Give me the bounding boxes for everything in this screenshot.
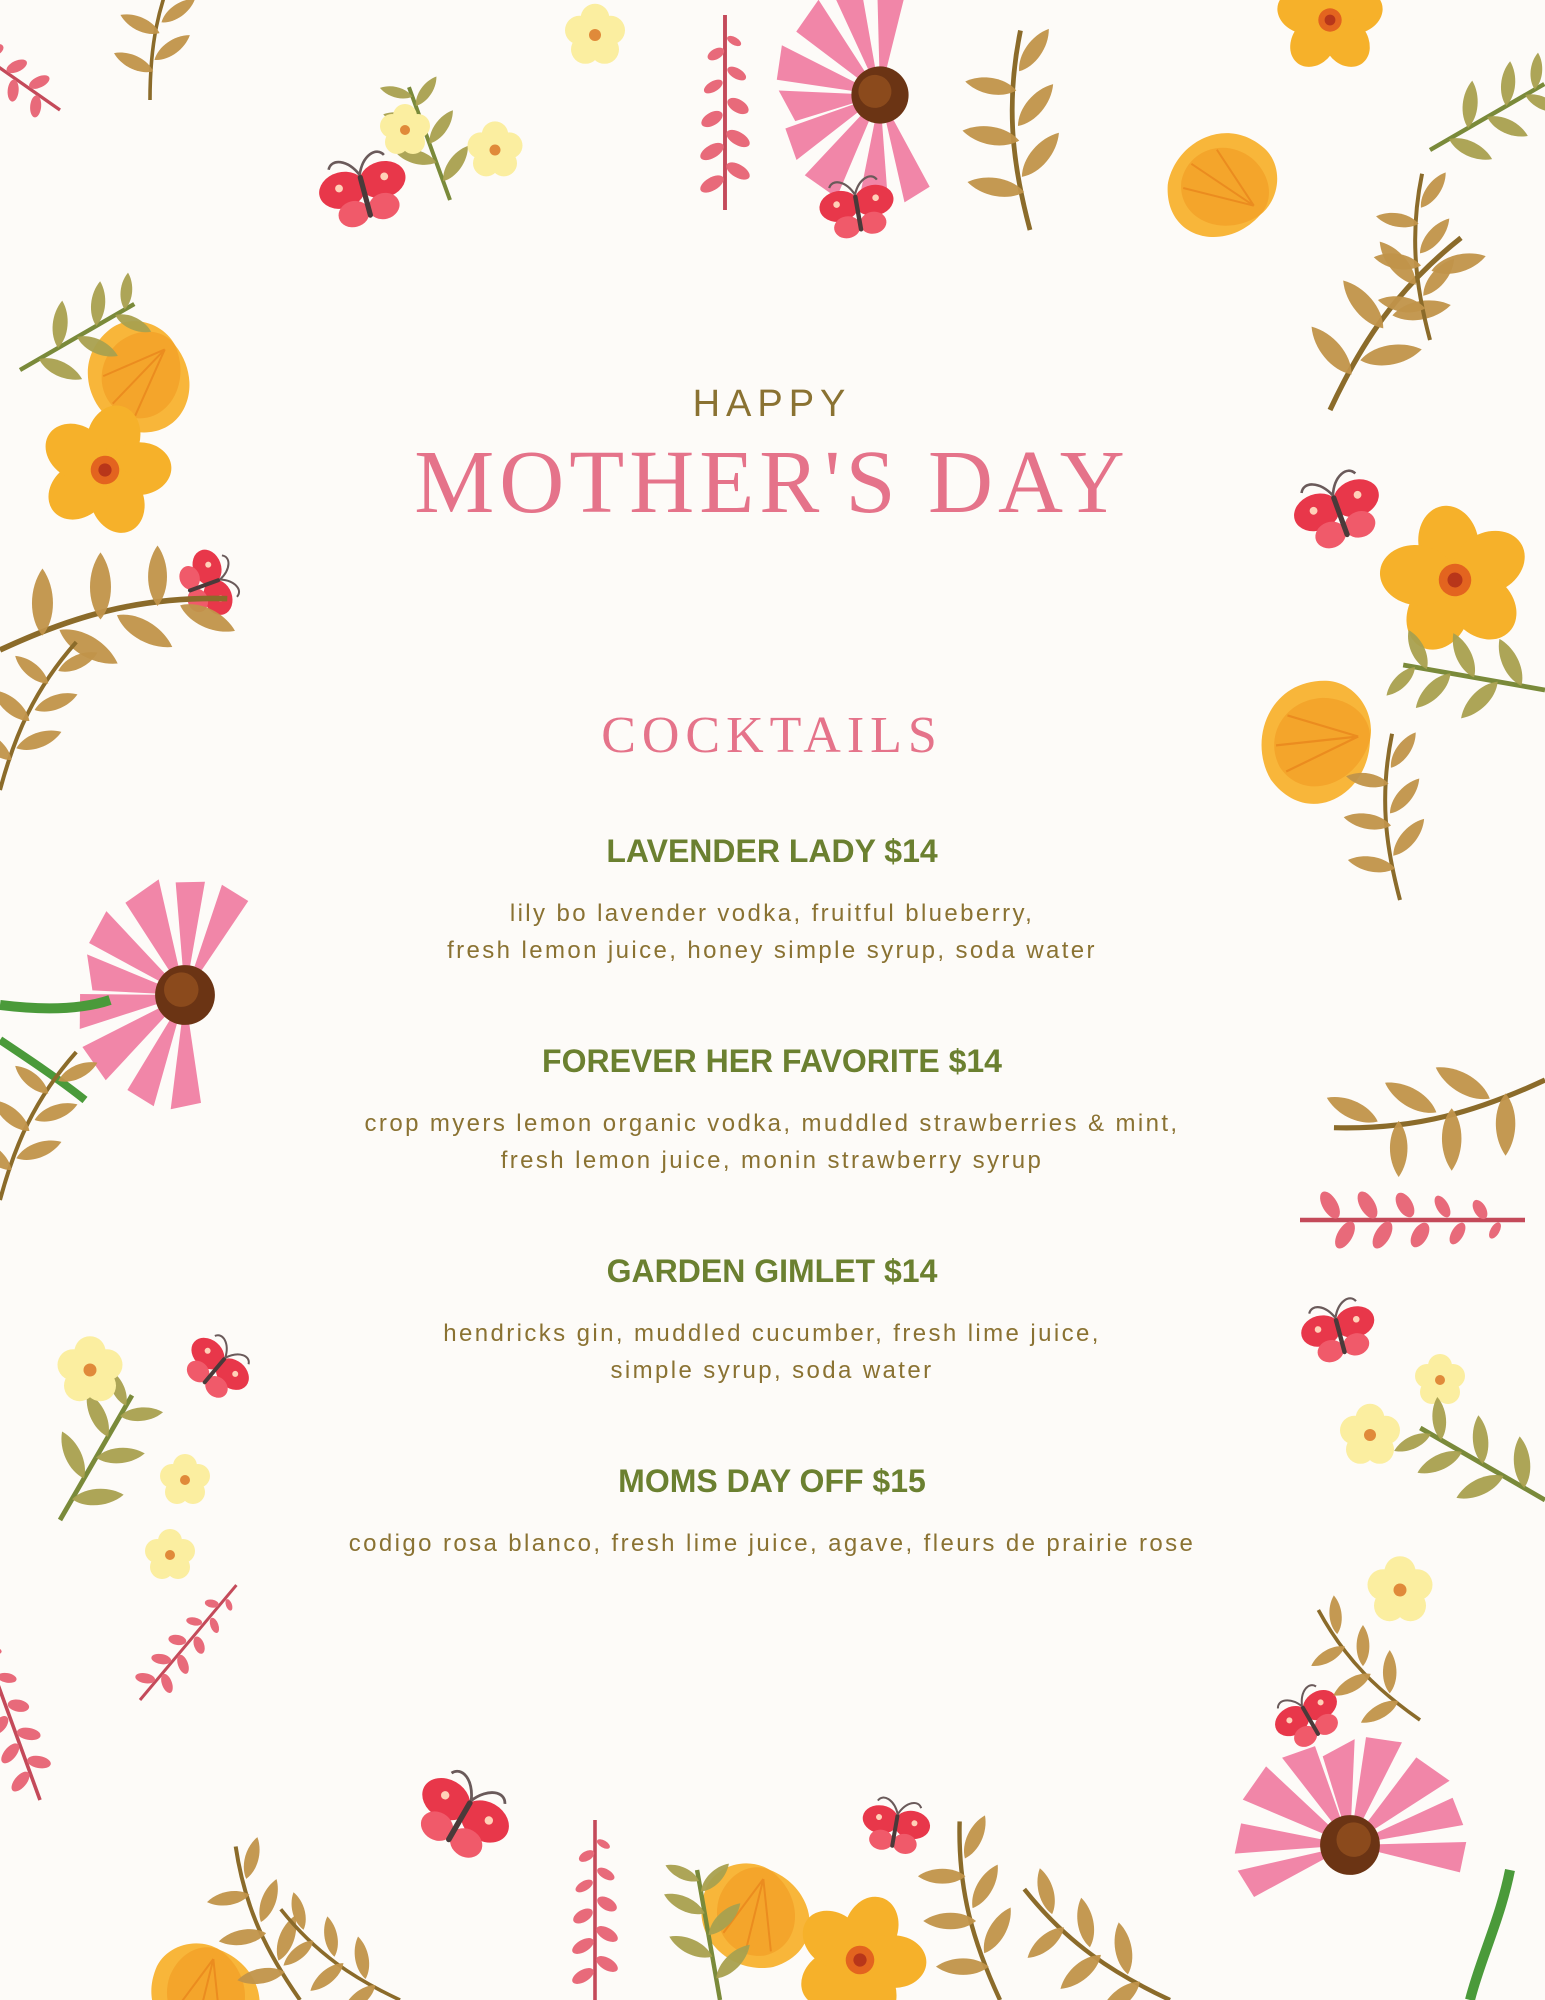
description-line: lily bo lavender vodka, fruitful blueberry, [509, 900, 1035, 927]
description-line: hendricks gin, muddled cucumber, fresh lime juice, [443, 1320, 1101, 1347]
section-title: COCKTAILS [601, 707, 943, 764]
menu-item [272, 835, 1272, 969]
description-line: fresh lemon juice, monin strawberry syrup [500, 1147, 1044, 1174]
menu-item [272, 1465, 1272, 1562]
menu-item-name: FOREVER HER FAVORITE $14 [542, 1043, 1002, 1079]
menu-item-description [272, 895, 1272, 969]
header-kicker: HAPPY [692, 383, 852, 425]
menu-item [272, 1045, 1272, 1179]
description-line: crop myers lemon organic vodka, muddled strawberries & mint, [364, 1110, 1180, 1137]
menu-item [272, 1255, 1272, 1389]
page-title: MOTHER'S DAY [414, 433, 1130, 532]
menu-item-name: GARDEN GIMLET $14 [606, 1253, 938, 1289]
description-line: fresh lemon juice, honey simple syrup, soda water [447, 937, 1097, 964]
description-line: simple syrup, soda water [610, 1357, 934, 1384]
menu-item-description [272, 1315, 1272, 1389]
description-line: codigo rosa blanco, fresh lime juice, agave, fleurs de prairie rose [348, 1530, 1196, 1557]
menu-item-description [272, 1525, 1272, 1562]
menu-item-name: MOMS DAY OFF $15 [618, 1463, 926, 1499]
menu-item-description [272, 1105, 1272, 1179]
menu-item-name: LAVENDER LADY $14 [606, 833, 938, 869]
